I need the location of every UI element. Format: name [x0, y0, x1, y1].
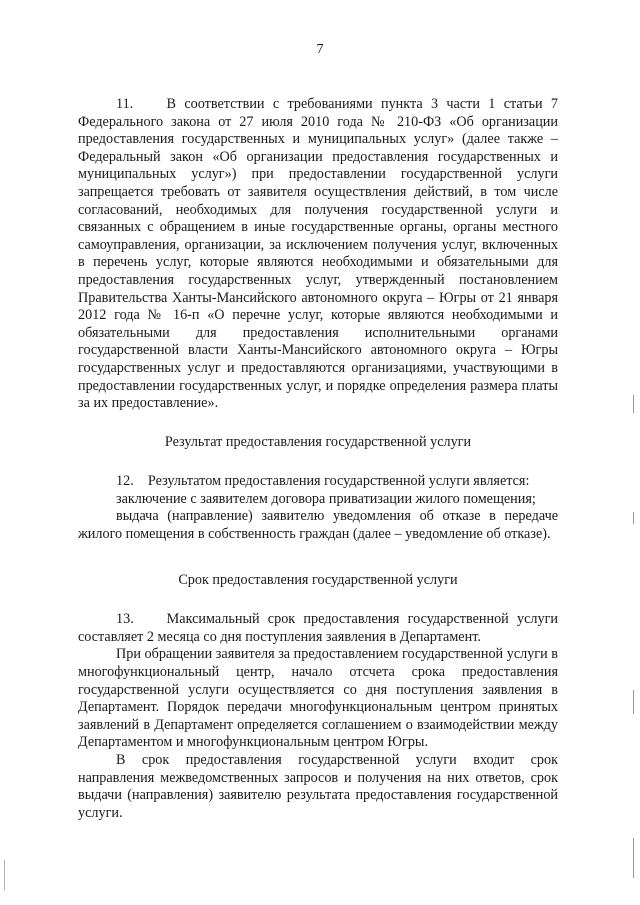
scan-edge-mark: [633, 838, 634, 878]
scan-edge-mark: [633, 690, 634, 714]
paragraph-13-included: В срок предоставления государственной услуги входит срок направления межведомственных запросов и получения на них ответов, срок выдачи (направления) заявителю результата предоставления государственной услуги.: [78, 752, 558, 821]
paragraph-13-mfc: При обращении заявителя за предоставлением государственной услуги в многофункциональный центр, начало отсчета срока предоставления государственной услуги осуществляется со дня поступления заявления в Департамент. Порядок передачи многофункциональным центром принятых заявлений в Департамент определяется соглашением о взаимодействии между Департаментом и многофункциональным центром Югры.: [78, 646, 558, 751]
paragraph-12-item-refusal: выдача (направление) заявителю уведомления об отказе в передаче жилого помещения в собственность граждан (далее – уведомление об отказе).: [78, 508, 558, 543]
page-number: 7: [316, 42, 324, 57]
section-heading-term: Срок предоставления государственной услуги: [178, 571, 458, 588]
paragraph-11: 11. В соответствии с требованиями пункта 3 части 1 статьи 7 Федерального закона от 27 июля 2010 года № 210-ФЗ «Об организации предоставления государственных и муниципальных услуг» (далее также – Федеральный закон «Об организации предоставления государственных и муниципальных услуг») при предоставлении государственной услуги запрещается требовать от заявителя осуществления действий, в том числе согласований, необходимых для получения государственной услуги и связанных с обращением в иные государственные органы, органы местного самоуправления, организации, за исключением получения услуг, включенных в перечень услуг, которые являются необходимыми и обязательными для предоставления государственных услуг, утвержденный постановлением Правительства Ханты-Мансийского автономного округа – Югры от 21 января 2012 года № 16-п «О перечне услуг, которые являются необходимыми и обязательными для предоставления исполнительными органами государственной власти Ханты-Мансийского автономного округа – Югры государственных услуг и предоставляются организациями, участвующими в предоставлении государственных услуг, и порядке определения размера платы за их предоставление».: [78, 96, 558, 412]
document-body: [78, 96, 558, 822]
scan-edge-mark: [633, 395, 634, 413]
section-heading-result: Результат предоставления государственной услуги: [164, 433, 472, 450]
paragraph-12: 12. Результатом предоставления государственной услуги является:: [116, 473, 530, 490]
scan-edge-mark: [4, 860, 5, 890]
paragraph-13: 13. Максимальный срок предоставления государственной услуги составляет 2 месяца со дня поступления заявления в Департамент.: [78, 611, 558, 645]
paragraph-12-item-contract: заключение с заявителем договора приватизации жилого помещения;: [116, 490, 536, 507]
scan-edge-mark: [633, 512, 634, 524]
